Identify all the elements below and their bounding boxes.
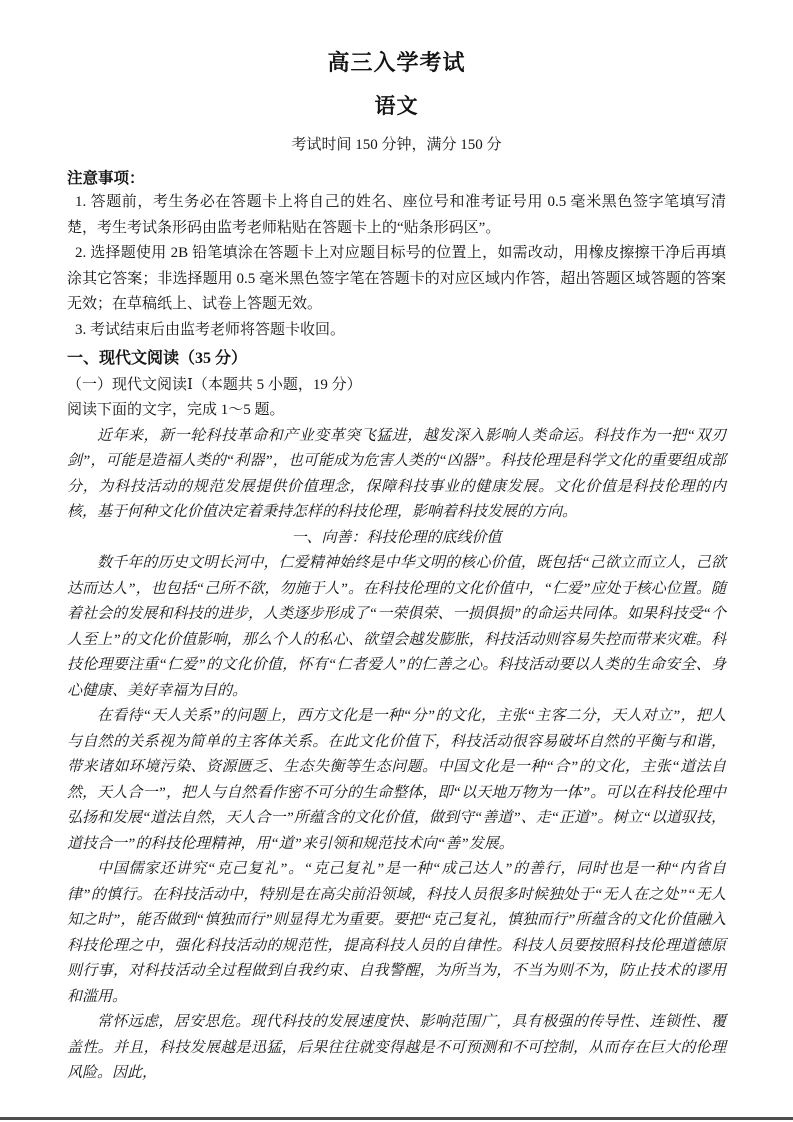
exam-title: 高三入学考试 bbox=[327, 50, 466, 75]
reading-passage bbox=[67, 424, 726, 1087]
subject-title: 语文 bbox=[374, 94, 419, 118]
page-bottom-edge bbox=[0, 1117, 793, 1120]
exam-duration-score-info: 考试时间 150 分钟，满分 150 分 bbox=[291, 137, 502, 153]
notice-block bbox=[67, 167, 726, 343]
notice-item-3: 3. 考试结束后由监考老师将答题卡收回。 bbox=[75, 321, 346, 338]
notice-item-2: 2. 选择题使用 2B 铅笔填涂在答题卡上对应题目标号的位置上，如需改动，用橡皮擦擦干净后再填涂其它答案；非选择题用 0.5 毫米黑色签字笔在答题卡的对应区域内作答，超出答题区域答题的答案无效；在草稿纸上、试卷上答题无效。 bbox=[67, 245, 726, 312]
subsection-heading-reading-1: （一）现代文阅读Ⅰ（本题共 5 小题，19 分） bbox=[67, 377, 362, 393]
passage-paragraph-1: 近年来，新一轮科技革命和产业变革突飞猛进，越发深入影响人类命运。科技作为一把“双刃剑”，可能是造福人类的“利器”，也可能成为危害人类的“凶器”。科技伦理是科学文化的重要组成部分，为科技活动的规范发展提供价值理念，保障科技事业的健康发展。文化价值是科技伦理的内核，基于何种文化价值决定着秉持怎样的科技伦理，影响着科技发展的方向。 bbox=[67, 427, 726, 520]
notice-item-1: 1. 答题前，考生务必在答题卡上将自己的姓名、座位号和准考证号用 0.5 毫米黑色签字笔填写清楚，考生考试条形码由监考老师粘贴在答题卡上的“贴条形码区”。 bbox=[67, 194, 726, 236]
passage-paragraph-2: 数千年的历史文明长河中，仁爱精神始终是中华文明的核心价值，既包括“己欲立而立人，己欲达而达人”，也包括“己所不欲，勿施于人”。在科技伦理的文化价值中，“仁爱”应处于核心位置。随着社会的发展和科技的进步，人类逐步形成了“一荣俱荣、一损俱损”的命运共同体。如果科技受“个人至上”的文化价值影响，那么个人的私心、欲望会越发膨胀，科技活动则容易失控而带来灾难。科技伦理要注重“仁爱”的文化价值，怀有“仁者爱人”的仁善之心。科技活动要以人类的生命安全、身心健康、美好幸福为目的。 bbox=[67, 555, 726, 699]
notice-heading: 注意事项： bbox=[67, 170, 145, 187]
section-heading-modern-reading: 一、现代文阅读（35 分） bbox=[67, 350, 248, 367]
passage-paragraph-5: 常怀远虑，居安思危。现代科技的发展速度快、影响范围广，具有极强的传导性、连锁性、覆盖性。并且，科技发展越是迅猛，后果往往就变得越是不可预测和不可控制，从而存在巨大的伦理风险。因此， bbox=[67, 1014, 726, 1081]
reading-instruction: 阅读下面的文字，完成 1～5 题。 bbox=[67, 402, 285, 418]
passage-part-heading: 一、向善：科技伦理的底线价值 bbox=[291, 529, 502, 546]
passage-paragraph-4: 中国儒家还讲究“克己复礼”。“克己复礼”是一种“成己达人”的善行，同时也是一种“内省自律”的慎行。在科技活动中，特别是在高尖前沿领域，科技人员很多时候独处于“无人在之处”“无人知之时”，能否做到“慎独而行”则显得尤为重要。要把“克己复礼，慎独而行”所蕴含的文化价值融入科技伦理之中，强化科技活动的规范性，提高科技人员的自律性。科技人员要按照科技伦理道德原则行事，对科技活动全过程做到自我约束、自我警醒，为所当为，不当为则不为，防止技术的谬用和滥用。 bbox=[67, 861, 726, 1005]
passage-paragraph-3: 在看待“天人关系”的问题上，西方文化是一种“分”的文化，主张“主客二分，天人对立”，把人与自然的关系视为简单的主客体关系。在此文化价值下，科技活动很容易破坏自然的平衡与和谐，带来诸如环境污染、资源匮乏、生态失衡等生态问题。中国文化是一种“合”的文化，主张“道法自然，天人合一”，把人与自然看作密不可分的生命整体，即“以天地万物为一体”。可以在科技伦理中弘扬和发展“道法自然，天人合一”所蕴含的文化价值，做到守“善道”、走“正道”。树立“以道驭技，道技合一”的科技伦理精神，用“道”来引领和规范技术向“善”发展。 bbox=[67, 708, 726, 852]
